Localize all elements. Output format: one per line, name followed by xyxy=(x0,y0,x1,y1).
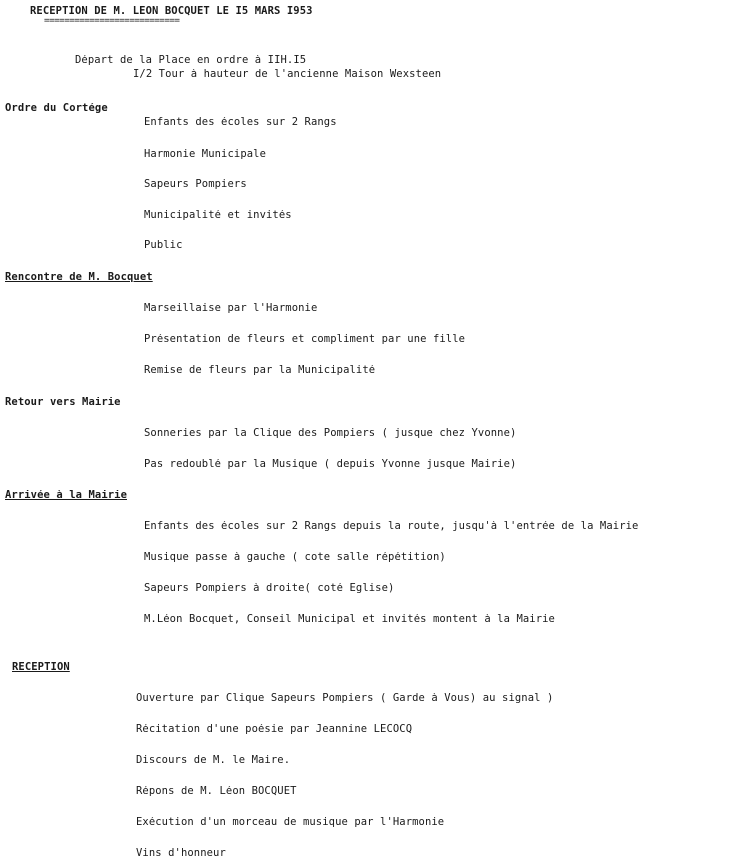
document-title: RECEPTION DE M. LEON BOCQUET LE I5 MARS I953 xyxy=(30,6,313,17)
section-heading-arrivee: Arrivée à la Mairie xyxy=(5,490,128,501)
list-item: Enfants des écoles sur 2 Rangs depuis la route, jusqu'à l'entrée de la Mairie xyxy=(144,521,639,532)
departure-line: Départ de la Place en ordre à IIH.I5 xyxy=(75,55,307,66)
section-heading-retour: Retour vers Mairie xyxy=(5,397,121,408)
list-item: Harmonie Municipale xyxy=(144,149,267,160)
list-item: Discours de M. le Maire. xyxy=(136,755,291,766)
list-item: Remise de fleurs par la Municipalité xyxy=(144,365,376,376)
list-item: Répons de M. Léon BOCQUET xyxy=(136,786,297,797)
list-item: Enfants des écoles sur 2 Rangs xyxy=(144,117,337,128)
list-item: Exécution d'un morceau de musique par l'Harmonie xyxy=(136,817,445,828)
section-heading-cortege: Ordre du Cortége xyxy=(5,103,108,114)
list-item: Ouverture par Clique Sapeurs Pompiers ( Garde à Vous) au signal ) xyxy=(136,693,554,704)
list-item: Musique passe à gauche ( cote salle répétition) xyxy=(144,552,446,563)
list-item: Pas redoublé par la Musique ( depuis Yvonne jusque Mairie) xyxy=(144,459,517,470)
section-heading-rencontre: Rencontre de M. Bocquet xyxy=(5,272,153,283)
list-item: Vins d'honneur xyxy=(136,848,226,859)
list-item: Marseillaise par l'Harmonie xyxy=(144,303,318,314)
departure-line: I/2 Tour à hauteur de l'ancienne Maison Wexsteen xyxy=(133,69,442,80)
list-item: Récitation d'une poésie par Jeannine LECOCQ xyxy=(136,724,413,735)
list-item: Sapeurs Pompiers à droite( coté Eglise) xyxy=(144,583,395,594)
list-item: Sapeurs Pompiers xyxy=(144,179,247,190)
section-heading-reception: RECEPTION xyxy=(12,662,70,673)
list-item: Sonneries par la Clique des Pompiers ( jusque chez Yvonne) xyxy=(144,428,517,439)
list-item: M.Léon Bocquet, Conseil Municipal et invités montent à la Mairie xyxy=(144,614,555,625)
list-item: Public xyxy=(144,240,183,251)
title-underline-rule: =========================== xyxy=(44,16,180,26)
list-item: Présentation de fleurs et compliment par une fille xyxy=(144,334,466,345)
list-item: Municipalité et invités xyxy=(144,210,292,221)
